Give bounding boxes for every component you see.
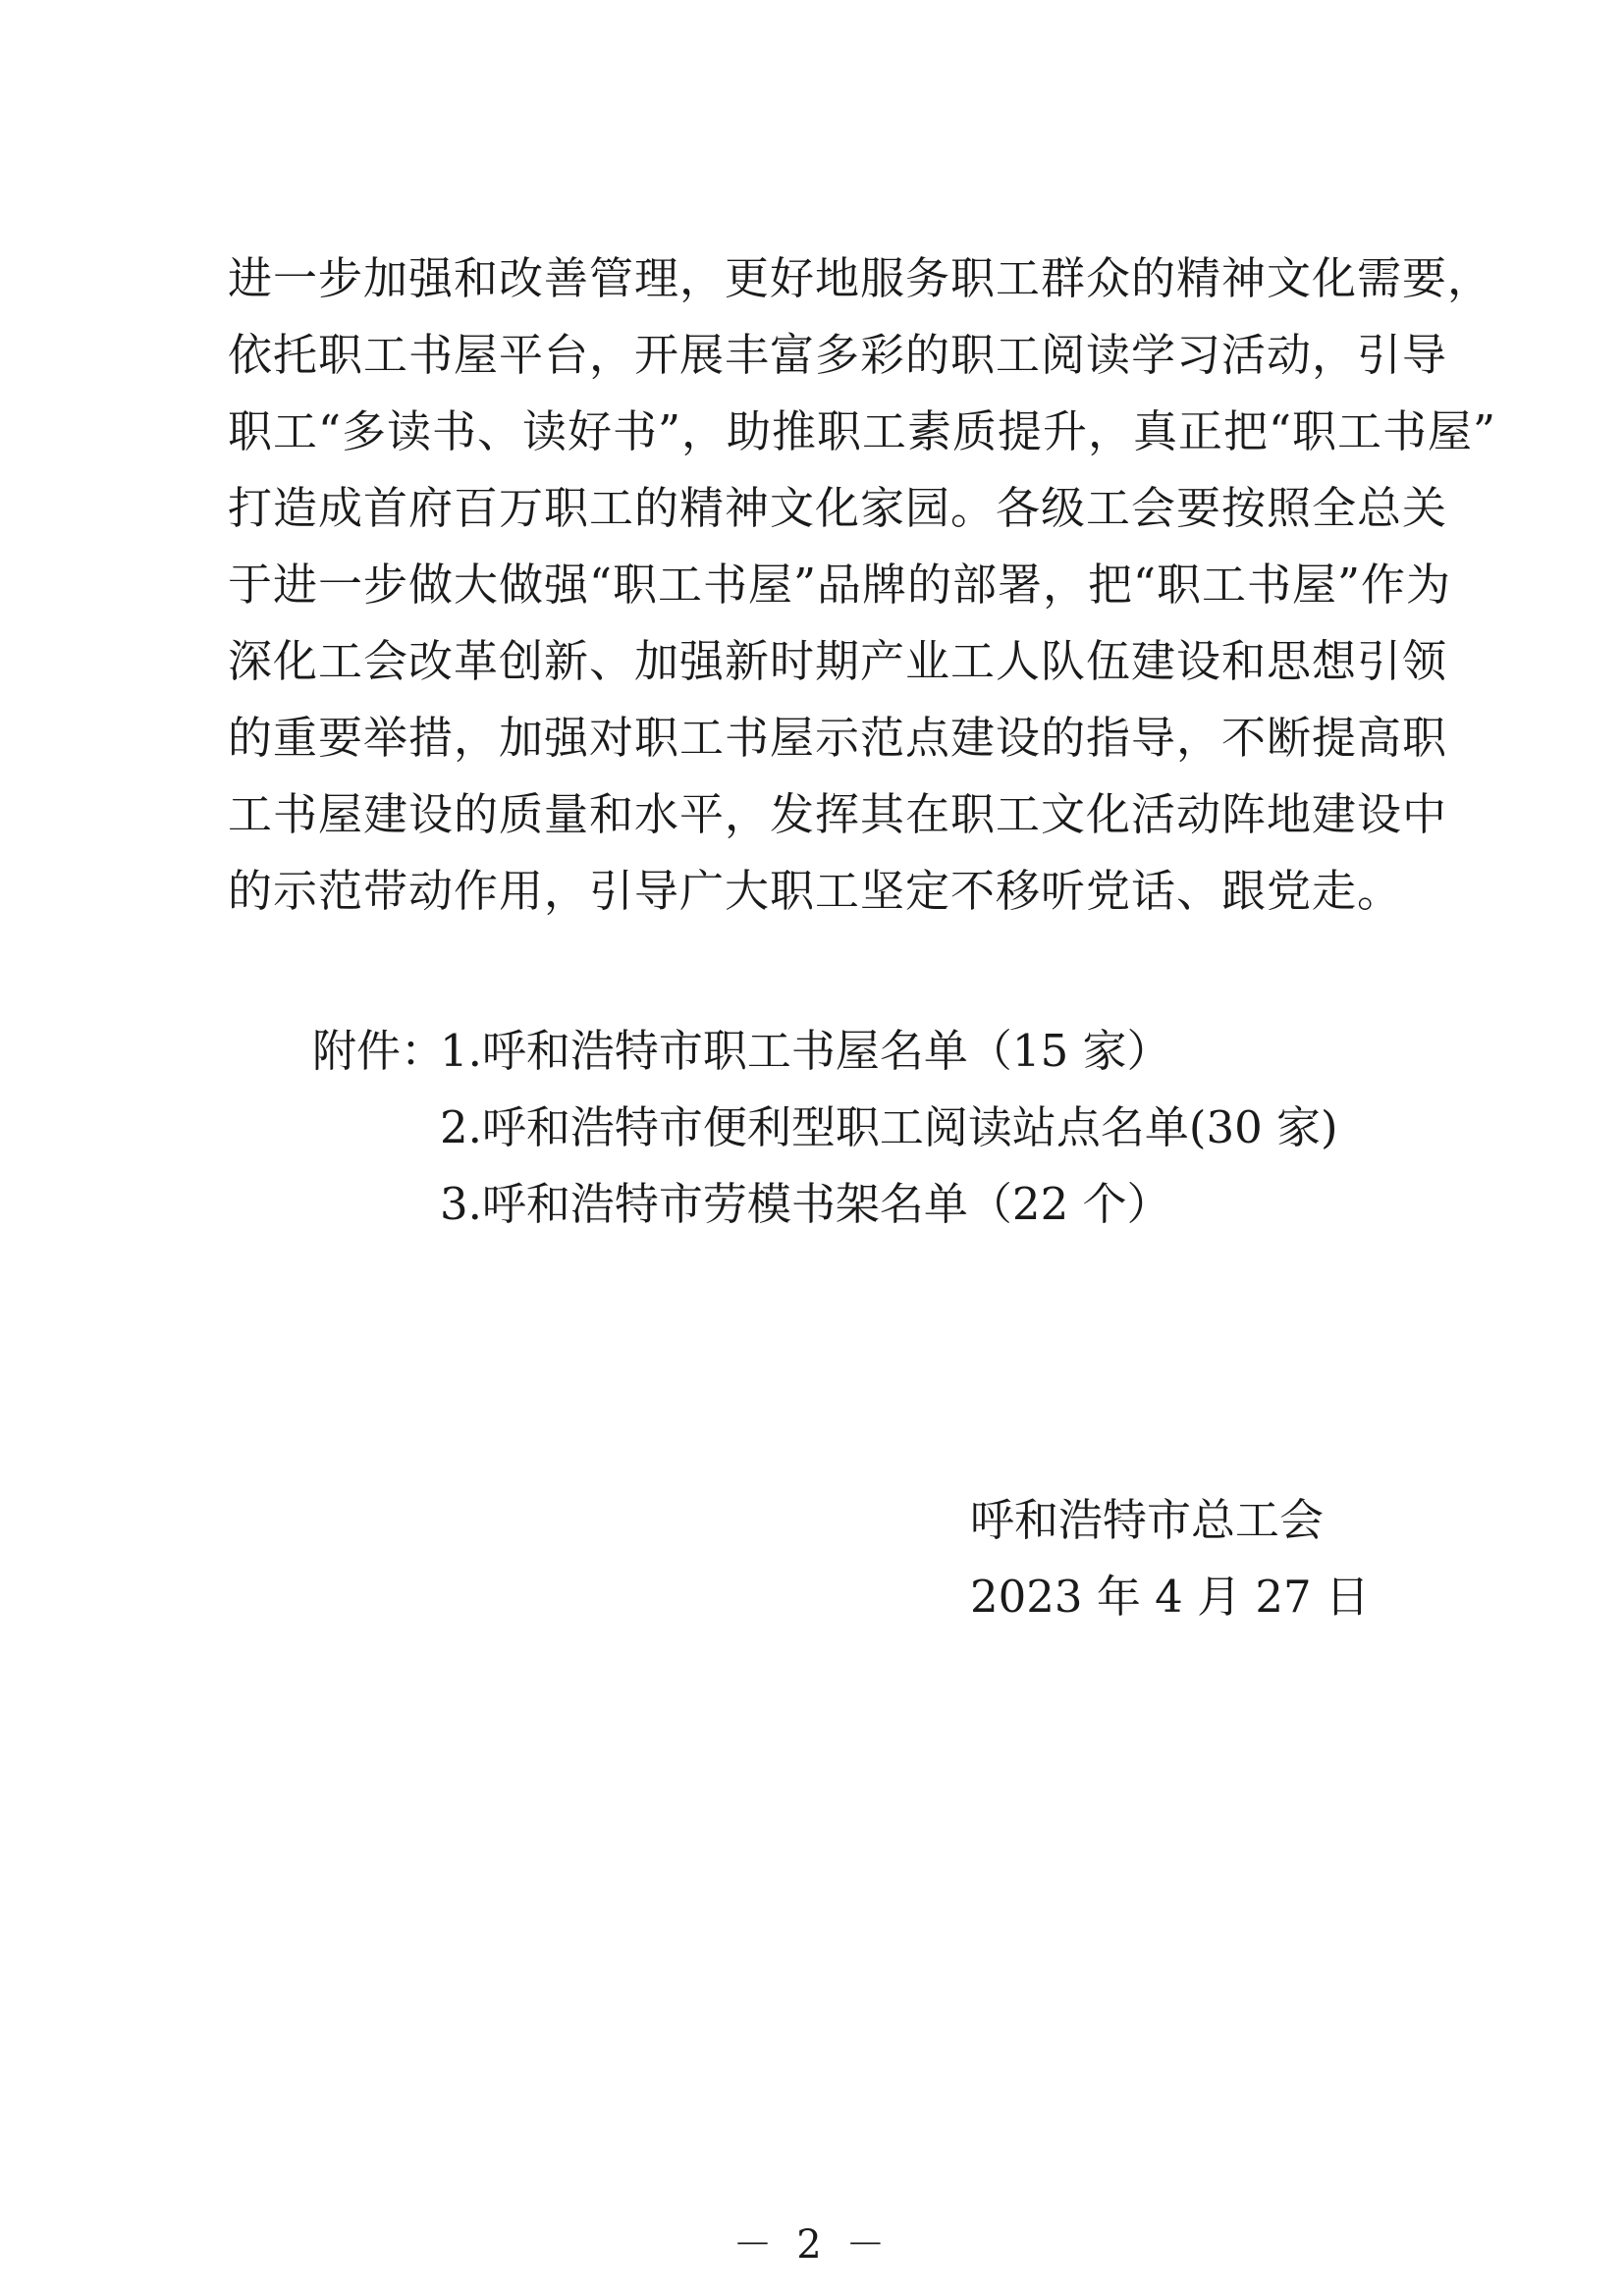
body-line: 的示范带动作用，引导广大职工坚定不移听党话、跟党走。 <box>228 865 1403 917</box>
attachments-list <box>312 1013 1392 1243</box>
body-line: 的重要举措，加强对职工书屋示范点建设的指导，不断提高职 <box>228 712 1448 764</box>
body-line: 依托职工书屋平台，开展丰富多彩的职工阅读学习活动，引导 <box>228 329 1448 381</box>
attachment-item <box>312 1166 1392 1243</box>
attachments-label: 附件： <box>312 1025 446 1077</box>
attachment-item <box>312 1013 1392 1090</box>
body-line: 工书屋建设的质量和水平，发挥其在职工文化活动阵地建设中 <box>228 788 1448 840</box>
body-paragraph <box>228 240 1497 930</box>
body-line: 进一步加强和改善管理，更好地服务职工群众的精神文化需要， <box>228 252 1493 304</box>
signature-block <box>970 1482 1461 1635</box>
signature-organization: 呼和浩特市总工会 <box>970 1494 1325 1546</box>
signature-date: 2023 年 4 月 27 日 <box>970 1571 1370 1623</box>
attachment-item-text: 3.呼和浩特市劳模书架名单（22 个） <box>440 1178 1171 1230</box>
attachment-item <box>312 1090 1392 1166</box>
attachment-item-text: 2.呼和浩特市便利型职工阅读站点名单(30 家) <box>440 1101 1338 1153</box>
body-line: 职工“多读书、读好书”，助推职工素质提升，真正把“职工书屋” <box>228 405 1497 457</box>
body-line: 打造成首府百万职工的精神文化家园。各级工会要按照全总关 <box>228 482 1448 534</box>
attachment-item-text: 1.呼和浩特市职工书屋名单（15 家） <box>440 1025 1171 1077</box>
body-line: 于进一步做大做强“职工书屋”品牌的部署，把“职工书屋”作为 <box>228 559 1452 611</box>
body-line: 深化工会改革创新、加强新时期产业工人队伍建设和思想引领 <box>228 635 1448 687</box>
page-number: － 2 － <box>732 2222 892 2268</box>
